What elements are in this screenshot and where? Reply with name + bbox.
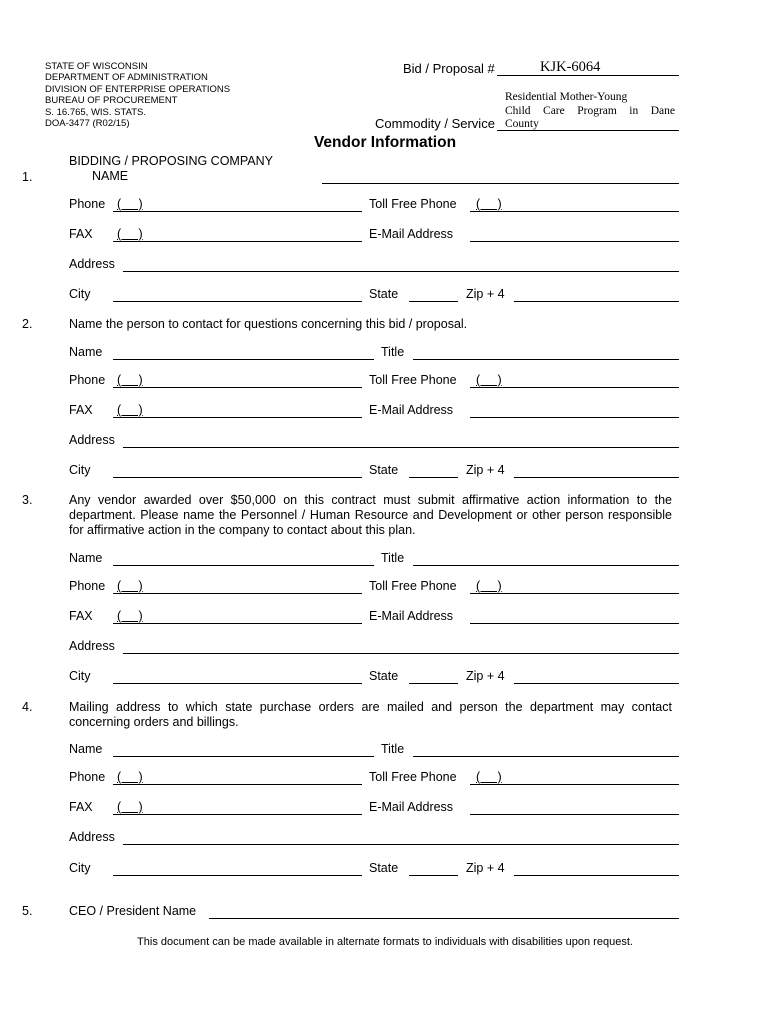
title-field[interactable] [413,565,679,566]
address-field[interactable] [123,447,679,448]
title-label: Title [381,742,405,756]
email-field[interactable] [470,623,679,624]
state-field[interactable] [409,301,458,302]
fax-label: FAX [69,800,93,814]
email-label: E-Mail Address [369,609,454,623]
title-label: Title [381,345,405,359]
city-field[interactable] [113,875,362,876]
agency-line: DIVISION OF ENTERPRISE OPERATIONS [45,83,231,95]
area-code: ( ) [117,227,143,241]
fax-field[interactable] [113,623,362,624]
phone-label: Phone [69,770,106,784]
section-heading: Any vendor awarded over $50,000 on this contract must submit affirmative action information to the department. Please name the Personnel / Human Resource and Development or other person responsible for affirmative action in the company to contact about this plan. [69,493,672,537]
name-field[interactable] [113,565,374,566]
section-number: 1. [22,170,33,184]
toll-free-label: Toll Free Phone [369,197,457,211]
area-code: ( ) [117,197,143,211]
commodity-line: Child Care Program in Dane [505,104,675,117]
zip-field[interactable] [514,683,679,684]
phone-field[interactable] [113,387,362,388]
email-field[interactable] [470,417,679,418]
commodity-line: County [505,118,539,130]
name-label: Name [69,742,103,756]
address-label: Address [69,257,115,271]
title-label: Title [381,551,405,565]
toll-free-field[interactable] [470,387,679,388]
zip-label: Zip + 4 [466,861,505,875]
phone-field[interactable] [113,211,362,212]
city-field[interactable] [113,477,362,478]
ceo-name-field[interactable] [209,918,679,919]
toll-free-label: Toll Free Phone [369,770,457,784]
city-field[interactable] [113,683,362,684]
commodity-line-rule [497,130,679,131]
city-field[interactable] [113,301,362,302]
agency-block [45,61,230,129]
city-label: City [69,669,91,683]
zip-label: Zip + 4 [466,669,505,683]
address-label: Address [69,639,115,653]
area-code: ( ) [117,800,143,814]
area-code: ( ) [476,579,502,593]
section-heading: Mailing address to which state purchase orders are mailed and person the department may contact concerning orders and billings. [69,700,672,729]
zip-field[interactable] [514,875,679,876]
agency-line: DEPARTMENT OF ADMINISTRATION [45,72,208,84]
email-label: E-Mail Address [369,800,454,814]
ceo-label: CEO / President Name [69,904,197,918]
bid-value[interactable]: KJK-6064 [540,59,601,75]
state-label: State [369,287,399,301]
state-field[interactable] [409,683,458,684]
section-number: 5. [22,904,33,918]
title-field[interactable] [413,359,679,360]
toll-free-field[interactable] [470,784,679,785]
area-code: ( ) [117,770,143,784]
agency-line: STATE OF WISCONSIN [45,61,148,72]
name-label: Name [69,551,103,565]
area-code: ( ) [476,373,502,387]
area-code: ( ) [476,770,502,784]
state-label: State [369,463,399,477]
city-label: City [69,861,91,875]
footer-note: This document can be made available in alternate formats to individuals with disabilities upon request. [137,936,633,948]
fax-label: FAX [69,227,93,241]
zip-label: Zip + 4 [466,287,505,301]
agency-line: BUREAU OF PROCUREMENT [45,95,178,107]
area-code: ( ) [117,609,143,623]
zip-field[interactable] [514,301,679,302]
city-label: City [69,287,91,301]
page-title: Vendor Information [313,134,457,151]
zip-label: Zip + 4 [466,463,505,477]
email-field[interactable] [470,814,679,815]
phone-field[interactable] [113,593,362,594]
address-label: Address [69,433,115,447]
phone-label: Phone [69,373,106,387]
fax-field[interactable] [113,241,362,242]
address-field[interactable] [123,271,679,272]
fax-label: FAX [69,403,93,417]
address-label: Address [69,830,115,844]
zip-field[interactable] [514,477,679,478]
fax-field[interactable] [113,417,362,418]
address-field[interactable] [123,653,679,654]
phone-field[interactable] [113,784,362,785]
fax-label: FAX [69,609,93,623]
email-field[interactable] [470,241,679,242]
section-heading: BIDDING / PROPOSING COMPANY [69,154,273,168]
name-label: Name [69,345,103,359]
toll-free-field[interactable] [470,593,679,594]
phone-label: Phone [69,579,106,593]
title-field[interactable] [413,756,679,757]
toll-free-label: Toll Free Phone [369,579,457,593]
state-label: State [369,669,399,683]
toll-free-label: Toll Free Phone [369,373,457,387]
agency-line: DOA-3477 (R02/15) [45,118,130,130]
fax-field[interactable] [113,814,362,815]
name-field[interactable] [113,756,374,757]
state-field[interactable] [409,477,458,478]
address-field[interactable] [123,844,679,845]
section-number: 4. [22,700,33,714]
phone-label: Phone [69,197,106,211]
email-label: E-Mail Address [369,227,454,241]
area-code: ( ) [476,197,502,211]
section-heading: NAME [92,169,129,183]
company-name-field[interactable] [322,183,679,184]
bid-label: Bid / Proposal # [403,61,495,76]
state-label: State [369,861,399,875]
agency-line: S. 16.765, WIS. STATS. [45,106,147,118]
area-code: ( ) [117,373,143,387]
city-label: City [69,463,91,477]
area-code: ( ) [117,579,143,593]
commodity-line: Residential Mother-Young [505,91,628,103]
state-field[interactable] [409,875,458,876]
commodity-label: Commodity / Service [375,116,495,131]
toll-free-field[interactable] [470,211,679,212]
section-number: 2. [22,317,33,331]
section-number: 3. [22,493,33,507]
section-heading: Name the person to contact for questions concerning this bid / proposal. [69,317,468,331]
name-field[interactable] [113,359,374,360]
bid-line [497,75,679,76]
commodity-value[interactable] [505,91,675,132]
area-code: ( ) [117,403,143,417]
email-label: E-Mail Address [369,403,454,417]
